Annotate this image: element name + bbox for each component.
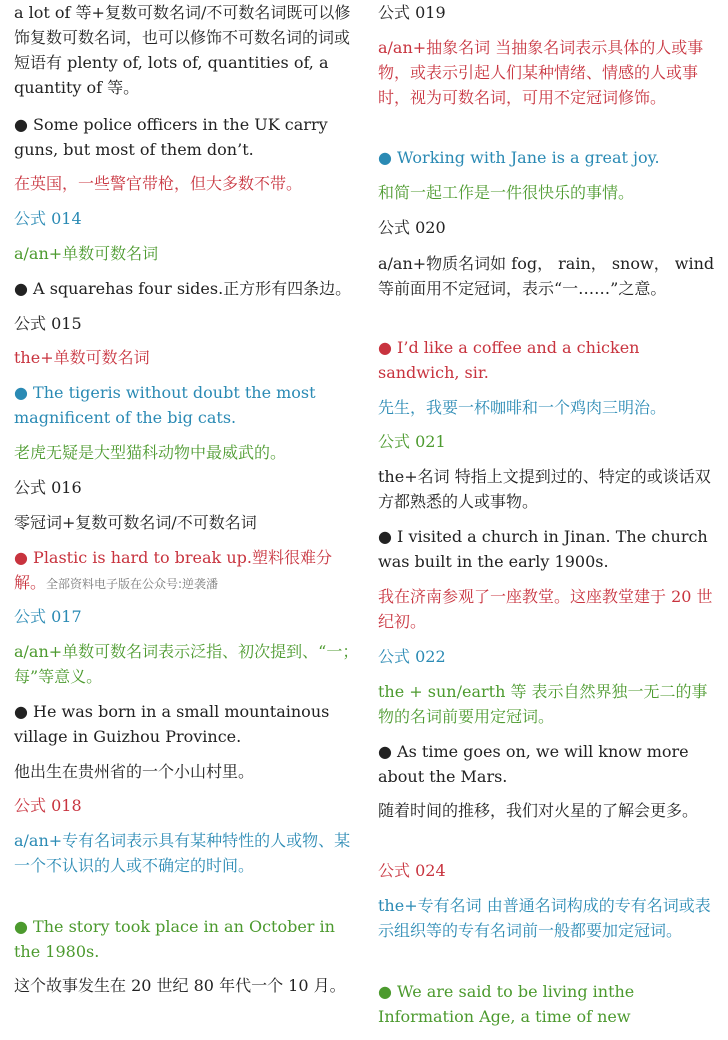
example-sentence: ● I visited a church in Jinan. The church was built in the early 1900s.	[378, 527, 708, 571]
example-sentence: ● I’d like a coffee and a chicken sandwich, sir.	[378, 338, 640, 382]
example-sentence: ● Some police officers in the UK carry guns, but most of them don’t.	[14, 115, 328, 159]
example-sentence: ● As time goes on, we will know more about the Mars.	[378, 742, 689, 786]
watermark-note: 全部资料电子版在公众号:逆袭潘	[46, 577, 219, 591]
translation: 他出生在贵州省的一个小山村里。	[14, 762, 255, 781]
formula-rule: the+名词 特指上文提到过的、特定的或谈话双方都熟悉的人或事物。	[378, 467, 711, 511]
formula-rule: the+单数可数名词	[14, 348, 150, 367]
translation: 和简一起工作是一件很快乐的事情。	[378, 183, 635, 202]
translation: 先生，我要一杯咖啡和一个鸡肉三明治。	[378, 398, 667, 417]
formula-rule: a/an+单数可数名词表示泛指、初次提到、“一；每”等意义。	[14, 642, 359, 686]
example-sentence: ● Plastic is hard to break up.塑料很难分解。	[14, 548, 332, 592]
formula-rule: the+专有名词 由普通名词构成的专有名词或表示组织等的专有名词前一般都要加定冠词。	[378, 896, 711, 940]
example-with-note	[14, 545, 360, 597]
formula-heading: 公式 024	[378, 861, 446, 880]
formula-rule: a/an+专有名词表示具有某种特性的人或物、某一个不认识的人或不确定的时间。	[14, 831, 351, 875]
translation: 在英国，一些警官带枪，但大多数不带。	[14, 174, 303, 193]
formula-heading: 公式 017	[14, 607, 82, 626]
formula-rule: the + sun/earth 等 表示自然界独一无二的事物的名词前要用定冠词。	[378, 682, 708, 726]
translation: 我在济南参观了一座教堂。这座教堂建于 20 世纪初。	[378, 587, 713, 631]
formula-rule: a/an+物质名词如 fog， rain， snow， wind 等前面用不定冠词，表示“一……”之意。	[378, 254, 715, 298]
formula-heading: 公式 016	[14, 478, 82, 497]
translation: 这个故事发生在 20 世纪 80 年代一个 10 月。	[14, 976, 346, 995]
example-sentence: ● He was born in a small mountainous village in Guizhou Province.	[14, 702, 330, 746]
formula-heading: 公式 019	[378, 3, 446, 22]
example-sentence: ● The tigeris without doubt the most magnificent of the big cats.	[14, 383, 316, 427]
paragraph: a lot of 等+复数可数名词/不可数名词既可以修饰复数可数名词，也可以修饰不可数名词的词或短语有 plenty of, lots of, quantities of, a quantity of 等。	[14, 3, 351, 97]
formula-heading: 公式 021	[378, 432, 446, 451]
formula-heading: 公式 020	[378, 218, 446, 237]
formula-heading: 公式 014	[14, 209, 82, 228]
formula-heading: 公式 015	[14, 314, 82, 333]
formula-rule: a/an+抽象名词 当抽象名词表示具体的人或事物，或表示引起人们某种情绪、情感的人或事时，视为可数名词，可用不定冠词修饰。	[378, 38, 704, 107]
example-sentence: ● Working with Jane is a great joy.	[378, 148, 660, 167]
example-sentence: ● The story took place in an October in the 1980s.	[14, 917, 335, 961]
example-sentence: ● A squarehas four sides.正方形有四条边。	[14, 279, 352, 298]
formula-rule: 零冠词+复数可数名词/不可数名词	[14, 513, 257, 532]
translation: 老虎无疑是大型猫科动物中最威武的。	[14, 443, 287, 462]
example-sentence: ● We are said to be living inthe Information Age, a time of new	[378, 982, 635, 1026]
formula-heading: 公式 022	[378, 647, 446, 666]
formula-rule: a/an+单数可数名词	[14, 244, 159, 263]
formula-heading: 公式 018	[14, 796, 82, 815]
translation: 随着时间的推移，我们对火星的了解会更多。	[378, 801, 699, 820]
